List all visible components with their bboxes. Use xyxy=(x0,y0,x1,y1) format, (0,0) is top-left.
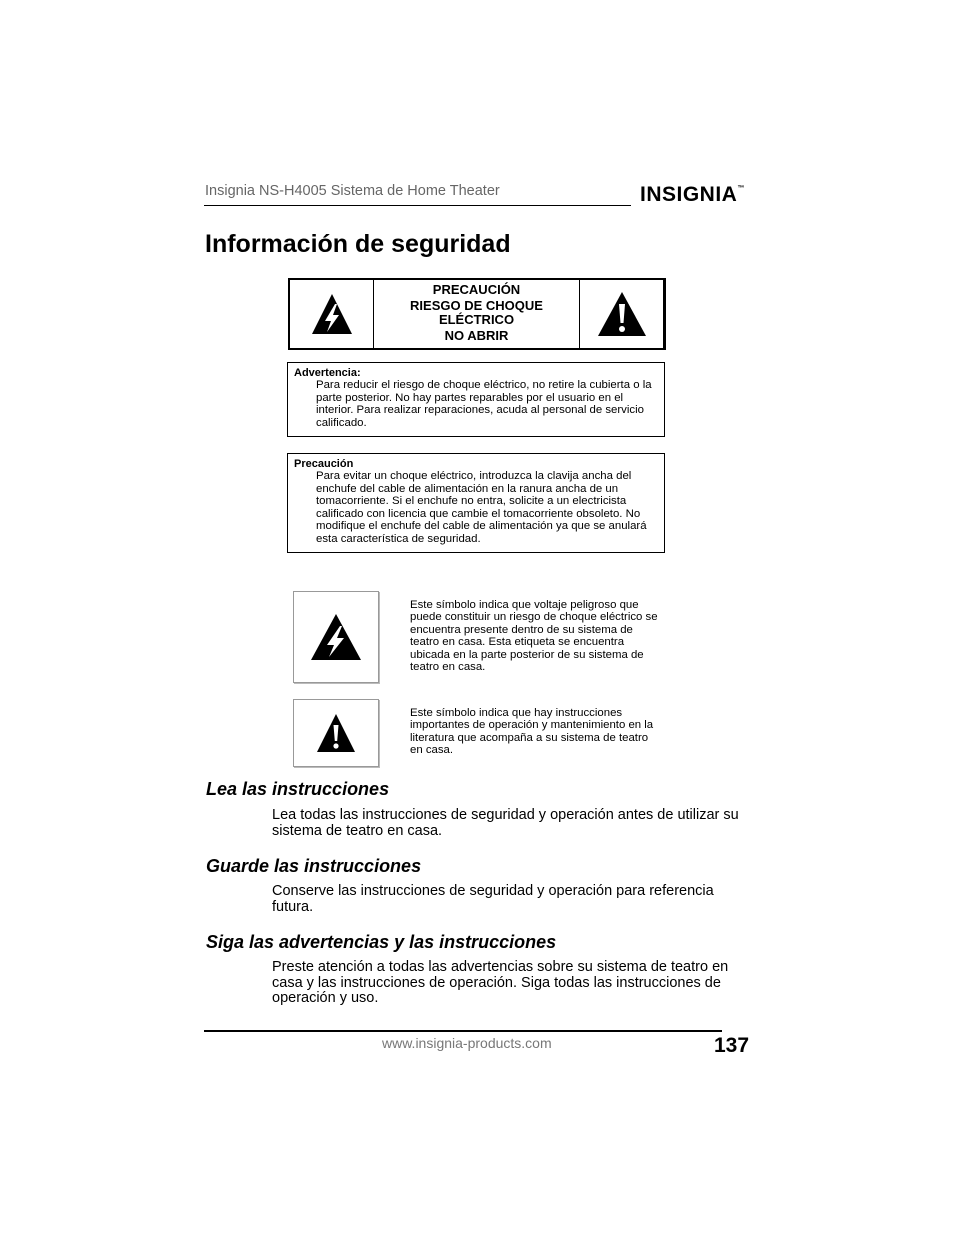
exclamation-symbol-text: Este símbolo indica que hay instrucciones importantes de operación y mantenimiento en la literatura que acompaña a su sistema de teatro en casa. xyxy=(410,707,654,757)
lightning-symbol-frame xyxy=(293,591,379,683)
caution-label xyxy=(288,278,666,350)
lightning-triangle-icon xyxy=(310,292,354,336)
footer-rule xyxy=(204,1030,722,1032)
caution-line-1: PRECAUCIÓN xyxy=(432,282,521,297)
section-heading-keep: Guarde las instrucciones xyxy=(206,856,422,876)
logo-text: INSIGNIA xyxy=(640,183,738,206)
caution-box-text: Para evitar un choque eléctrico, introduzca la clavija ancha del enchufe del cable de alimentación en la ranura ancha de un tomacorriente. Si el enchufe no entra, solicite a un electricista calificado con licencia que cambie el tomacorriente obsoleto. No modifique el enchufe del cable de alimentación ya que se anulará esta característica de seguridad. xyxy=(316,470,647,545)
caution-label-text xyxy=(374,280,579,348)
section-body-read: Lea todas las instrucciones de seguridad y operación antes de utilizar su sistema de teatro en casa. xyxy=(272,807,739,839)
lightning-symbol-text: Este símbolo indica que voltaje peligroso que puede constituir un riesgo de choque eléctrico se encuentra presente dentro de su sistema de teatro en casa. Esta etiqueta se encuentra ubicada en la parte posterior de su sistema de teatro en casa. xyxy=(410,599,658,674)
exclamation-triangle-icon xyxy=(596,290,648,338)
page-title: Información de seguridad xyxy=(205,230,511,258)
caution-box xyxy=(287,453,665,553)
warning-label: Advertencia: xyxy=(294,367,361,379)
caution-box-label: Precaución xyxy=(294,458,354,470)
footer-url: www.insignia-products.com xyxy=(382,1035,552,1051)
section-heading-follow: Siga las advertencias y las instrucciones xyxy=(206,932,557,952)
section-body-follow: Preste atención a todas las advertencias sobre su sistema de teatro en casa y las instrucciones de operación. Siga todas las instrucciones de operación y uso. xyxy=(272,959,729,1007)
caution-line-4: NO ABRIR xyxy=(444,328,509,343)
trademark-mark: ™ xyxy=(737,185,745,192)
exclamation-symbol-frame xyxy=(293,699,379,767)
warning-text: Para reducir el riesgo de choque eléctrico, no retire la cubierta o la parte posterior. No hay partes reparables por el usuario en el interior. Para realizar reparaciones, acuda al personal de servicio calificado. xyxy=(316,379,652,429)
lightning-triangle-icon xyxy=(309,612,363,662)
page-number: 137 xyxy=(714,1034,750,1057)
warning-box xyxy=(287,362,665,437)
section-heading-read: Lea las instrucciones xyxy=(206,779,390,799)
header-rule xyxy=(204,205,631,206)
header-product: Insignia NS-H4005 Sistema de Home Theater xyxy=(205,183,500,199)
insignia-logo xyxy=(640,183,745,207)
caution-line-3: ELÉCTRICO xyxy=(438,312,515,327)
section-body-keep: Conserve las instrucciones de seguridad y operación para referencia futura. xyxy=(272,883,714,915)
exclamation-triangle-icon xyxy=(315,712,357,754)
caution-label-right-cell xyxy=(579,280,663,348)
caution-line-2: RIESGO DE CHOQUE xyxy=(410,298,543,313)
caution-label-left-cell xyxy=(290,280,374,348)
